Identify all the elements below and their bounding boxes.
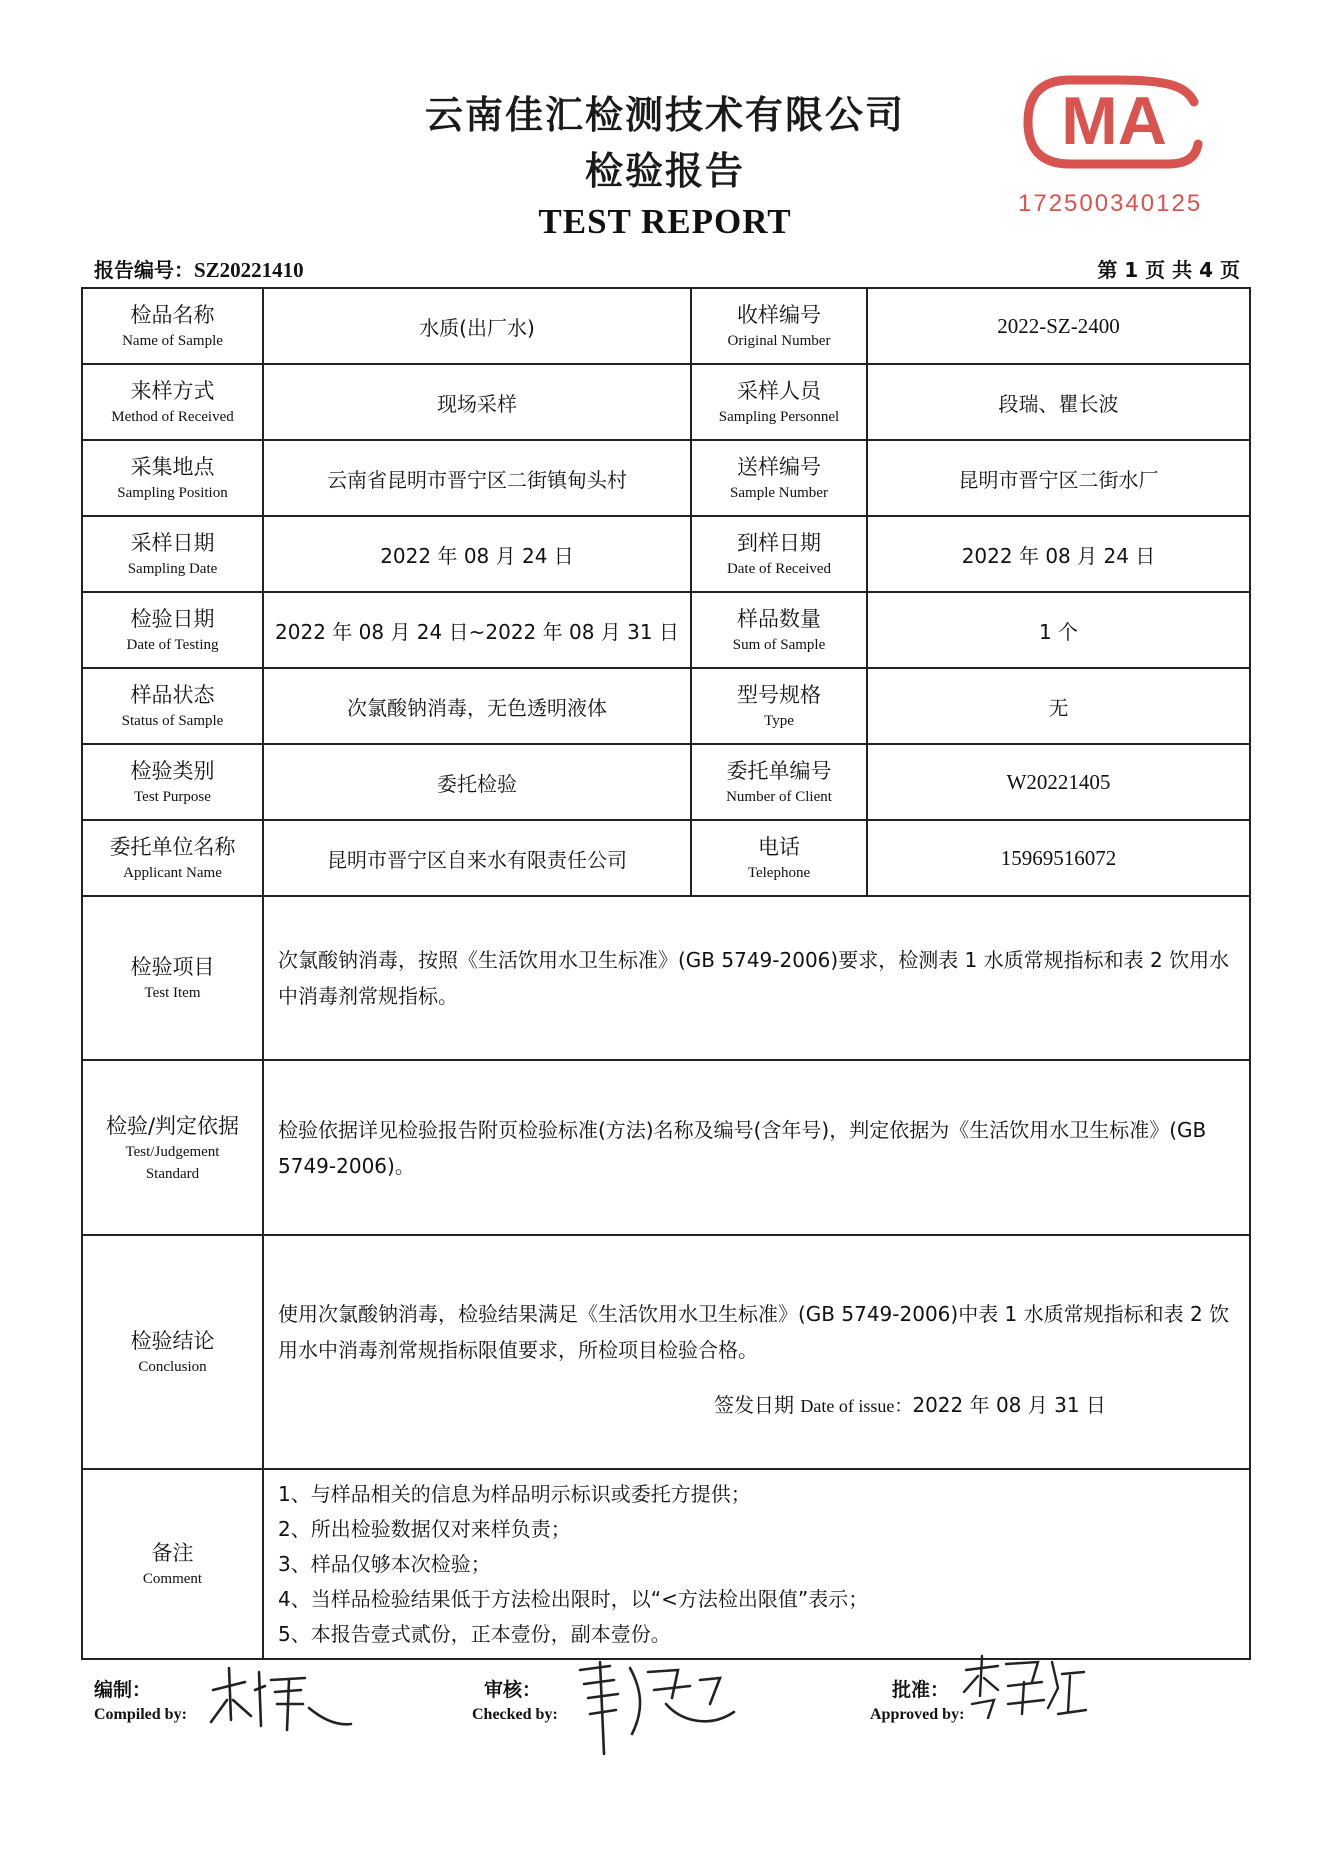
report-table: [81, 287, 1251, 1660]
comment-label-en: Comment: [142, 1571, 203, 1587]
report-title-en: TEST REPORT: [538, 202, 792, 241]
field-label-cn: 样品数量: [737, 607, 821, 631]
report-number: [94, 254, 304, 283]
field-label-cn: 采集地点: [130, 455, 215, 479]
field-value: 云南省昆明市晋宁区二街镇甸头村: [263, 440, 691, 516]
field-label-en: Sampling Date: [127, 561, 218, 577]
field-label: [691, 820, 867, 896]
info-row: [82, 364, 1250, 440]
compiled-signature: [205, 1660, 355, 1740]
compiled-label-cn: 编制：: [94, 1679, 152, 1701]
compiled-label-en: Compiled by:: [94, 1706, 187, 1723]
field-label: [82, 516, 263, 592]
checked-label-cn: 审核：: [484, 1679, 542, 1701]
field-label: [82, 592, 263, 668]
standard-text: 检验依据详见检验报告附页检验标准(方法)名称及编号(含年号)，判定依据为《生活饮用水卫生标准》(GB 5749-2006)。: [263, 1060, 1250, 1235]
info-row: [82, 592, 1250, 668]
field-label-cn: 委托单位名称: [109, 835, 236, 859]
comment-item: 2、所出检验数据仅对来样负责；: [278, 1516, 571, 1541]
field-value: 2022-SZ-2400: [867, 288, 1250, 364]
test-item-label-cn: 检验项目: [130, 955, 215, 979]
cma-number: 172500340125: [1018, 190, 1203, 217]
conclusion-label-cn: 检验结论: [130, 1329, 215, 1353]
field-label-cn: 到样日期: [737, 531, 821, 555]
field-label: [691, 668, 867, 744]
comment-item: 1、与样品相关的信息为样品明示标识或委托方提供；: [278, 1481, 751, 1506]
issue-label-cn: 签发日期: [714, 1393, 801, 1417]
field-label-en: Telephone: [747, 865, 811, 881]
report-number-value: SZ20221410: [194, 258, 304, 282]
field-label-cn: 型号规格: [737, 683, 821, 707]
approved-signature: [958, 1652, 1088, 1722]
info-row: [82, 744, 1250, 820]
field-label: [691, 744, 867, 820]
field-label-cn: 来样方式: [130, 379, 215, 403]
field-label: [82, 440, 263, 516]
approved-label-cn: 批准：: [892, 1679, 950, 1701]
field-label: [691, 364, 867, 440]
field-label-en: Test Purpose: [134, 789, 211, 805]
field-label: [691, 440, 867, 516]
field-label-en: Applicant Name: [123, 865, 222, 881]
field-label: [82, 288, 263, 364]
field-label-en: Original Number: [727, 333, 831, 349]
info-rows: [82, 288, 1250, 896]
report-number-label: 报告编号：: [94, 258, 194, 282]
field-value: W20221405: [867, 744, 1250, 820]
issue-label-en: Date of issue：: [800, 1396, 913, 1416]
field-label-en: Sum of Sample: [732, 637, 826, 653]
checked-signature: [570, 1650, 740, 1760]
field-value: 昆明市晋宁区二街水厂: [867, 440, 1250, 516]
field-value: 1 个: [867, 592, 1250, 668]
field-label: [82, 668, 263, 744]
comment-row: [82, 1469, 1250, 1659]
standard-label-cn: 检验/判定依据: [105, 1113, 240, 1138]
field-value: 段瑞、瞿长波: [867, 364, 1250, 440]
field-label: [691, 288, 867, 364]
field-value: 现场采样: [263, 364, 691, 440]
field-label: [82, 744, 263, 820]
checked-by: [472, 1675, 558, 1724]
page-info: 第 1 页 共 4 页: [1097, 258, 1240, 282]
issue-date-line: [714, 1387, 1106, 1424]
cma-logo-text: MA: [1061, 83, 1167, 159]
field-value: 水质(出厂水): [263, 288, 691, 364]
conclusion-row: [82, 1235, 1250, 1469]
comment-item: 5、本报告壹式贰份，正本壹份，副本壹份。: [278, 1621, 671, 1646]
field-value: 2022 年 08 月 24 日: [867, 516, 1250, 592]
compiled-by: [94, 1675, 187, 1724]
field-label: [82, 364, 263, 440]
approved-by: [870, 1675, 964, 1724]
field-label-en: Status of Sample: [121, 713, 224, 729]
field-value: 无: [867, 668, 1250, 744]
report-title-cn: 检验报告: [584, 149, 745, 193]
field-label-en: Sampling Position: [117, 485, 228, 501]
test-item-row: [82, 896, 1250, 1060]
field-label-en: Number of Client: [726, 789, 832, 805]
field-label: [691, 592, 867, 668]
field-label-en: Sample Number: [730, 485, 828, 501]
field-value: 昆明市晋宁区自来水有限责任公司: [263, 820, 691, 896]
test-item-text: 次氯酸钠消毒，按照《生活饮用水卫生标准》(GB 5749-2006)要求，检测表 1 水质常规指标和表 2 饮用水中消毒剂常规指标。: [263, 896, 1250, 1060]
info-row: [82, 440, 1250, 516]
standard-label-en2: Standard: [145, 1165, 200, 1182]
field-label-cn: 检验类别: [130, 759, 215, 783]
field-value: 委托检验: [263, 744, 691, 820]
field-label-en: Method of Received: [111, 409, 234, 425]
field-label: [82, 820, 263, 896]
field-label-en: Date of Received: [726, 561, 832, 577]
field-label-cn: 采样日期: [130, 531, 215, 555]
standard-label-en1: Test/Judgement: [125, 1143, 220, 1160]
info-row: [82, 288, 1250, 364]
test-item-label-en: Test Item: [144, 985, 201, 1001]
field-label-cn: 样品状态: [130, 683, 215, 707]
conclusion-text: 使用次氯酸钠消毒，检验结果满足《生活饮用水卫生标准》(GB 5749-2006)中表 1 水质常规指标和表 2 饮用水中消毒剂常规指标限值要求，所检项目检验合格。: [278, 1302, 1230, 1362]
field-value: 2022 年 08 月 24 日: [263, 516, 691, 592]
info-row: [82, 516, 1250, 592]
field-label-cn: 收样编号: [737, 303, 821, 327]
field-label-en: Sampling Personnel: [718, 409, 840, 425]
field-value: 次氯酸钠消毒，无色透明液体: [263, 668, 691, 744]
field-label: [691, 516, 867, 592]
field-label-en: Date of Testing: [126, 637, 219, 653]
field-label-cn: 检品名称: [130, 303, 215, 327]
field-label-cn: 送样编号: [737, 455, 821, 479]
issue-date: 2022 年 08 月 31 日: [912, 1393, 1106, 1417]
field-label-en: Type: [764, 713, 794, 729]
cma-stamp-logo: [1018, 72, 1218, 172]
info-row: [82, 668, 1250, 744]
conclusion-label-en: Conclusion: [138, 1359, 207, 1375]
info-row: [82, 820, 1250, 896]
standard-row: [82, 1060, 1250, 1235]
comment-label-cn: 备注: [151, 1541, 194, 1565]
field-label-cn: 检验日期: [130, 607, 215, 631]
comment-item: 4、当样品检验结果低于方法检出限时，以“<方法检出限值”表示；: [278, 1586, 869, 1611]
field-label-en: Name of Sample: [122, 333, 223, 349]
field-label-cn: 委托单编号: [726, 759, 832, 783]
conclusion-cell: [263, 1235, 1250, 1469]
field-value: 15969516072: [867, 820, 1250, 896]
field-label-cn: 采样人员: [737, 379, 821, 403]
field-label-cn: 电话: [758, 835, 800, 859]
field-value: 2022 年 08 月 24 日~2022 年 08 月 31 日: [263, 592, 691, 668]
checked-label-en: Checked by:: [472, 1706, 558, 1723]
comment-list: [263, 1469, 1250, 1659]
company-name: 云南佳汇检测技术有限公司: [424, 93, 905, 137]
comment-item: 3、样品仅够本次检验；: [278, 1551, 491, 1576]
approved-label-en: Approved by:: [870, 1706, 965, 1723]
